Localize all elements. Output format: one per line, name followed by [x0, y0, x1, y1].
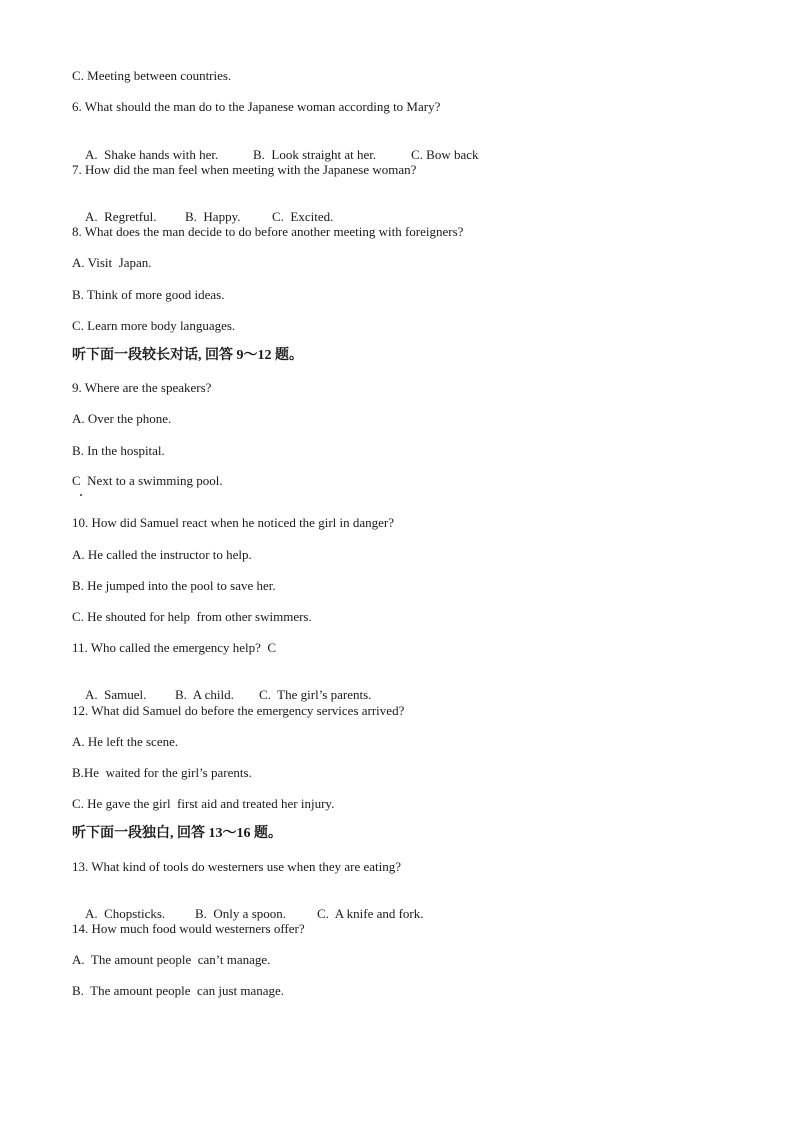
q12-option-c: C. He gave the girl first aid and treated her injury.: [72, 796, 335, 811]
q8-option-c: C. Learn more body languages.: [72, 318, 236, 333]
question-10: 10. How did Samuel react when he noticed the girl in danger?: [72, 515, 395, 530]
q11-option-c: C. The girl’s parents.: [259, 687, 372, 702]
question-6: 6. What should the man do to the Japanese woman according to Mary?: [72, 99, 441, 114]
question-12: 12. What did Samuel do before the emergency services arrived?: [72, 703, 405, 718]
q9-option-b: B. In the hospital.: [72, 443, 165, 458]
q13-option-a: A. Chopsticks.: [85, 906, 166, 921]
q6-option-a: A. Shake hands with her.: [85, 147, 219, 162]
question-7: 7. How did the man feel when meeting with the Japanese woman?: [72, 162, 417, 177]
section-heading-13-16: 听下面一段独白, 回答 13～16 题。: [72, 826, 282, 841]
q13-option-b: B. Only a spoon.: [195, 906, 286, 921]
q10-option-c: C. He shouted for help from other swimmers.: [72, 609, 312, 624]
q12-option-a: A. He left the scene.: [72, 734, 179, 749]
stray-dot: [80, 494, 82, 496]
question-13: 13. What kind of tools do westerners use when they are eating?: [72, 859, 401, 874]
q6-option-b: B. Look straight at her.: [253, 147, 377, 162]
question-9: 9. Where are the speakers?: [72, 380, 212, 395]
question-14: 14. How much food would westerners offer?: [72, 921, 305, 936]
section-heading-9-12: 听下面一段较长对话, 回答 9～12 题。: [72, 348, 303, 363]
q7-option-c: C. Excited.: [272, 209, 334, 224]
q10-option-a: A. He called the instructor to help.: [72, 547, 252, 562]
q8-option-b: B. Think of more good ideas.: [72, 287, 225, 302]
q12-option-b: B.He waited for the girl’s parents.: [72, 765, 252, 780]
q7-option-b: B. Happy.: [185, 209, 241, 224]
question-11: 11. Who called the emergency help? C: [72, 640, 277, 655]
q8-option-a: A. Visit Japan.: [72, 255, 152, 270]
q13-option-c: C. A knife and fork.: [317, 906, 424, 921]
q9-option-c: C Next to a swimming pool.: [72, 473, 223, 488]
q5-option-c: C. Meeting between countries.: [72, 68, 232, 83]
q11-option-b: B. A child.: [175, 687, 234, 702]
q7-option-a: A. Regretful.: [85, 209, 157, 224]
question-8: 8. What does the man decide to do before another meeting with foreigners?: [72, 224, 464, 239]
q14-option-b: B. The amount people can just manage.: [72, 983, 285, 998]
q6-option-c: C. Bow back: [411, 147, 479, 162]
q10-option-b: B. He jumped into the pool to save her.: [72, 578, 276, 593]
q9-option-a: A. Over the phone.: [72, 411, 172, 426]
q11-option-a: A. Samuel.: [85, 687, 147, 702]
q14-option-a: A. The amount people can’t manage.: [72, 952, 271, 967]
